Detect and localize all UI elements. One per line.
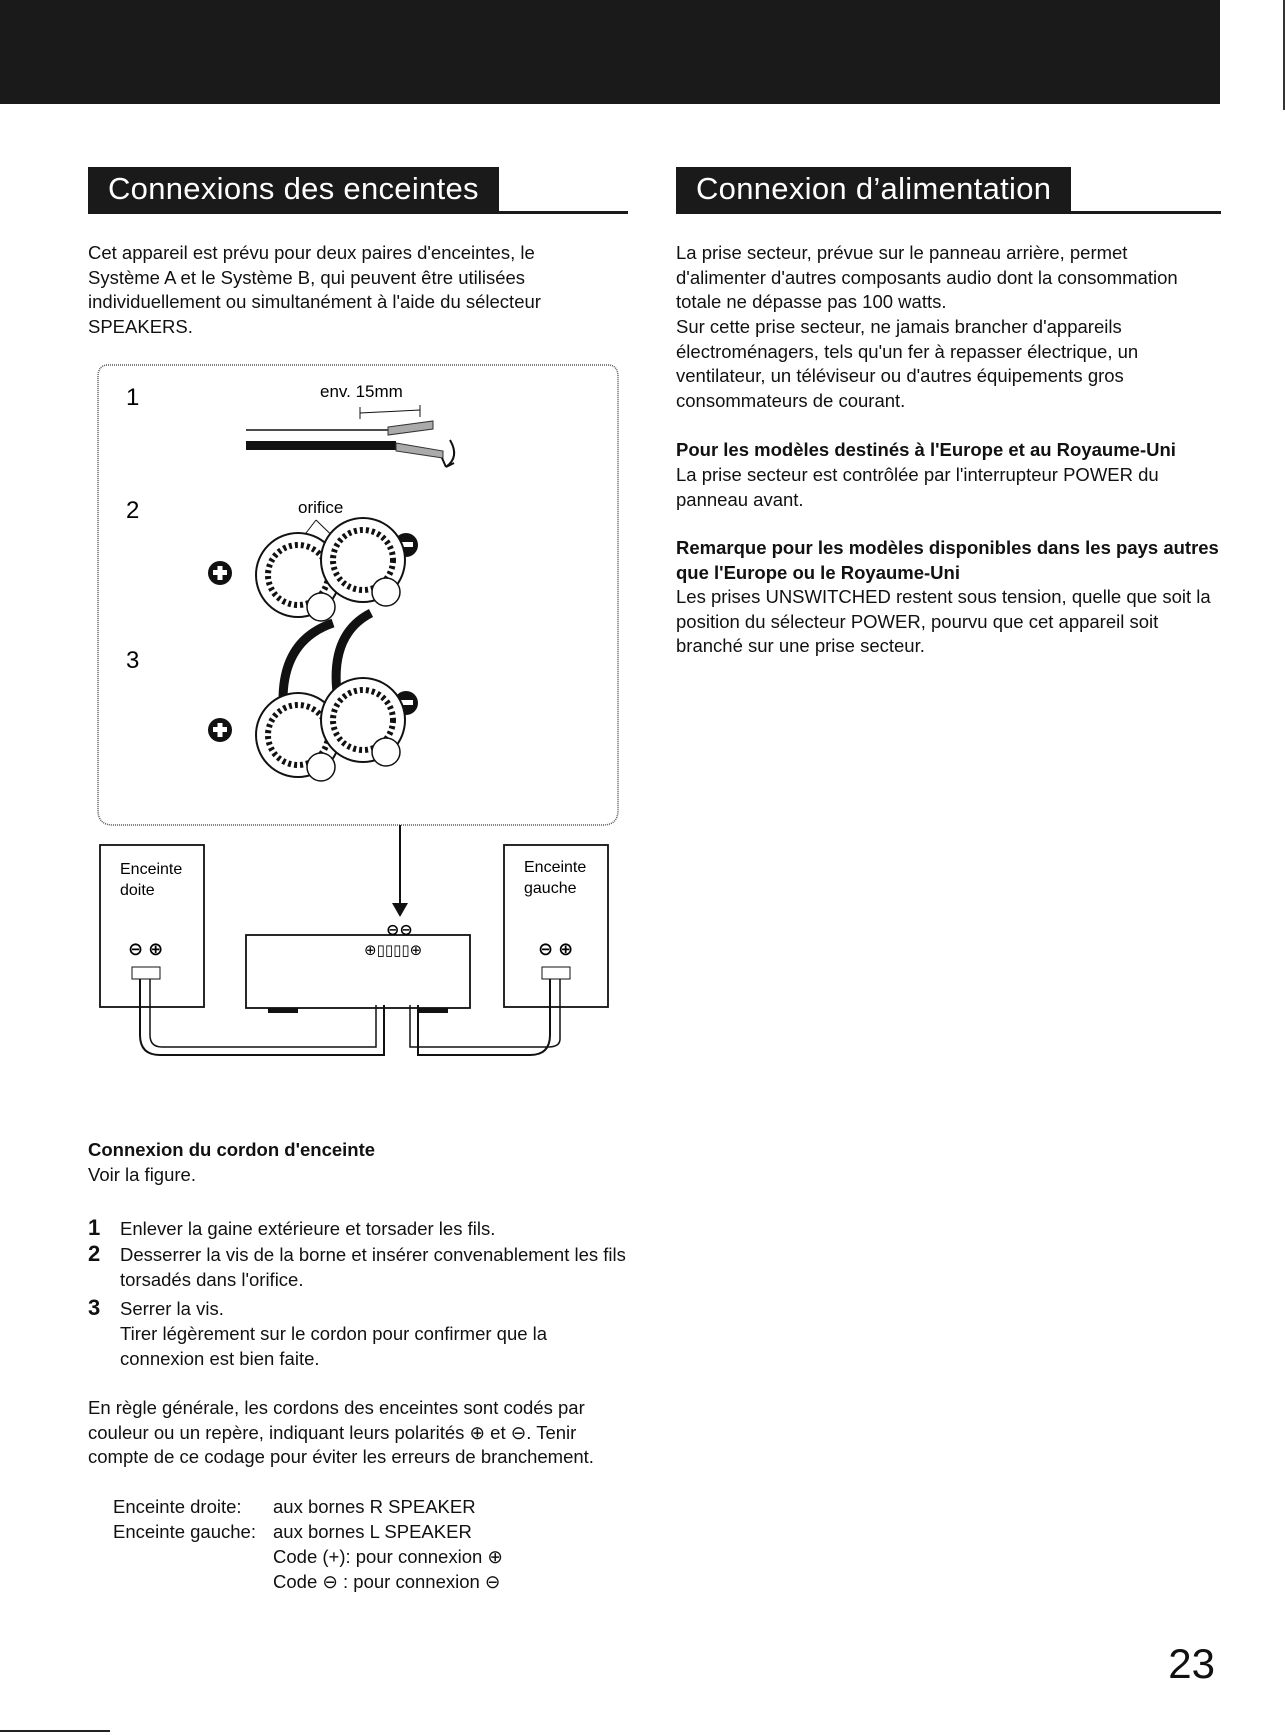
page-number: 23	[1168, 1640, 1215, 1687]
step-text-2: Desserrer la vis de la borne et insérer convenablement les fils torsadés dans l'orifice.	[120, 1244, 626, 1290]
intro-paragraph: Cet appareil est prévu pour deux paires d'enceintes, le Système A et le Système B, qui peuvent être utilisées individuellement ou simultanément à l'aide du sélecteur SPEAKERS.	[88, 242, 541, 337]
step-number-3: 3	[88, 1295, 101, 1320]
instruction-step-1	[88, 1217, 658, 1243]
amp-polarity-top: ⊖⊖	[386, 922, 413, 939]
step-3-detail: Tirer légèrement sur le cordon pour confirmer que la connexion est bien faite.	[120, 1323, 548, 1369]
code-plus-row: Code (+): pour connexion ⊕	[273, 1546, 503, 1567]
hole-label: orifice	[298, 498, 344, 517]
step-text-1: Enlever la gaine extérieure et torsader les fils.	[120, 1218, 496, 1239]
code-minus-row: Code ⊖ : pour connexion ⊖	[273, 1571, 501, 1592]
other-models-text: Les prises UNSWITCHED restent sous tension, quelle que soit la position du sélecteur POWER, pourvu que cet appareil soit branché sur une prise secteur.	[676, 586, 1211, 656]
speaker-right-polarity: ⊖ ⊕	[128, 939, 164, 959]
table-row-left-speaker-value: aux bornes L SPEAKER	[273, 1521, 472, 1542]
left-section-heading	[88, 167, 628, 214]
instruction-step-2	[88, 1243, 658, 1295]
polarity-coding-paragraph: En règle générale, les cordons des enceintes sont codés par couleur ou un repère, indiquant leurs polarités ⊕ et ⊖. Tenir compte de ce codage pour éviter les erreurs de branchement.	[88, 1397, 594, 1467]
power-para-2: Sur cette prise secteur, ne jamais brancher d'appareils électroménagers, tels qu'un fer à repasser électrique, un ventilateur, un téléviseur ou d'autres équipements gros consommateurs de courant.	[676, 316, 1139, 411]
europe-models-heading: Pour les modèles destinés à l'Europe et au Royaume-Uni	[676, 439, 1176, 460]
speaker-right-label-2: doite	[120, 882, 155, 899]
see-figure-text: Voir la figure.	[88, 1164, 196, 1185]
europe-models-text: La prise secteur est contrôlée par l'interrupteur POWER du panneau avant.	[676, 464, 1159, 510]
figure-step-3: 3	[126, 647, 140, 674]
figure-step-2: 2	[126, 497, 140, 524]
speaker-right-label-1: Enceinte	[120, 861, 183, 878]
binding-posts-step2	[208, 518, 418, 621]
strip-length-label: env. 15mm	[320, 382, 403, 401]
step-number-1: 1	[88, 1215, 101, 1240]
step-text-3: Serrer la vis.	[120, 1298, 224, 1319]
subheading-speaker-cord: Connexion du cordon d'enceinte	[88, 1139, 376, 1160]
table-row-right-speaker-value: aux bornes R SPEAKER	[273, 1496, 476, 1517]
figure-step-1: 1	[126, 384, 140, 411]
table-row-left-speaker-label: Enceinte gauche:	[113, 1521, 256, 1542]
step-number-2: 2	[88, 1241, 101, 1266]
speaker-left-polarity: ⊖ ⊕	[538, 939, 574, 959]
speaker-left-label-2: gauche	[524, 880, 577, 897]
instruction-step-3	[88, 1297, 658, 1323]
binding-posts-step3	[208, 613, 418, 781]
bottom-rule	[0, 1730, 110, 1732]
amp-terminals: ⊕▯▯▯▯⊕	[364, 942, 423, 959]
power-para-1: La prise secteur, prévue sur le panneau arrière, permet d'alimenter d'autres composants audio dont la consommation totale ne dépasse pas 100 watts.	[676, 242, 1178, 312]
heading-speaker-connections: Connexions des enceintes	[88, 167, 499, 211]
top-black-band	[0, 0, 1220, 104]
speaker-connection-figure	[88, 355, 628, 1105]
heading-power-connection: Connexion d’alimentation	[676, 167, 1071, 211]
speaker-left-label-1: Enceinte	[524, 859, 587, 876]
table-row-right-speaker-label: Enceinte droite:	[113, 1496, 242, 1517]
other-models-heading: Remarque pour les modèles disponibles dans les pays autres que l'Europe ou le Royaume-Uni	[676, 537, 1219, 583]
right-section-heading	[676, 167, 1221, 214]
stripped-wire-drawing	[246, 405, 454, 467]
